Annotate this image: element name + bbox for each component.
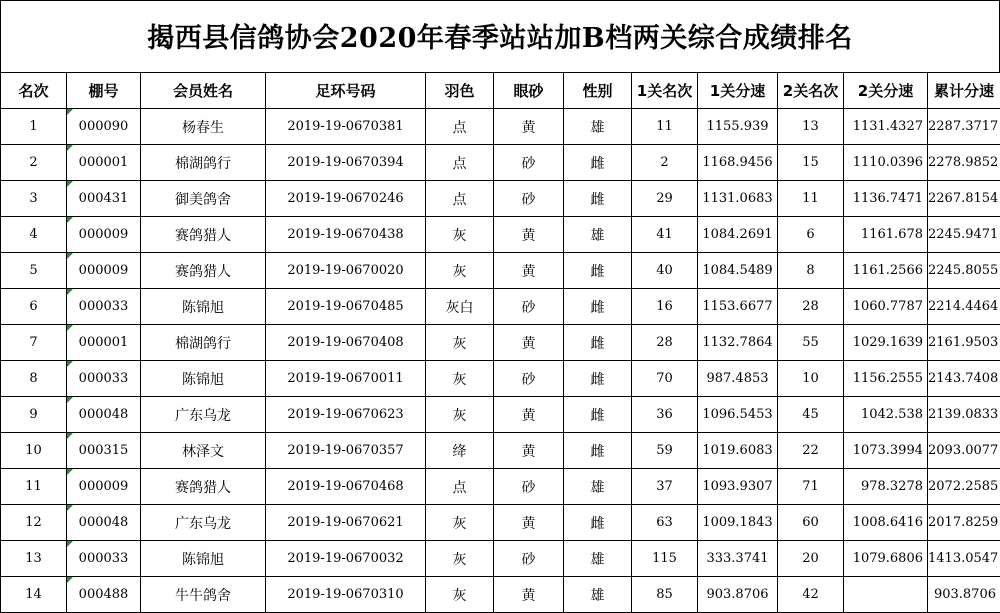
cell-stage2-speed: 1136.7471 xyxy=(844,181,928,217)
cell-eye-sand: 黄 xyxy=(494,505,564,541)
cell-stage2-rank: 11 xyxy=(778,181,844,217)
cell-sex: 雌 xyxy=(564,253,632,289)
cell-member-name: 广东乌龙 xyxy=(141,505,266,541)
cell-feather-color: 灰 xyxy=(426,361,494,397)
cell-stage1-rank: 59 xyxy=(632,433,698,469)
cell-feather-color: 点 xyxy=(426,109,494,145)
cell-total-speed: 2017.8259 xyxy=(928,505,1000,541)
cell-total-speed: 2287.3717 xyxy=(928,109,1000,145)
cell-eye-sand: 砂 xyxy=(494,181,564,217)
table-row xyxy=(1,145,1000,181)
cell-eye-sand: 黄 xyxy=(494,325,564,361)
header-total-speed: 累计分速 xyxy=(928,73,1000,109)
cell-total-speed: 2245.8055 xyxy=(928,253,1000,289)
cell-member-name: 陈锦旭 xyxy=(141,541,266,577)
cell-sex: 雌 xyxy=(564,145,632,181)
cell-stage1-speed: 987.4853 xyxy=(698,361,778,397)
cell-stage1-speed: 1019.6083 xyxy=(698,433,778,469)
cell-member-name: 棉湖鸽行 xyxy=(141,325,266,361)
cell-loft-id: 000048 xyxy=(67,505,141,541)
cell-stage2-rank: 10 xyxy=(778,361,844,397)
cell-eye-sand: 砂 xyxy=(494,289,564,325)
cell-feather-color: 灰 xyxy=(426,325,494,361)
cell-member-name: 杨春生 xyxy=(141,109,266,145)
cell-sex: 雌 xyxy=(564,325,632,361)
cell-stage1-speed: 1096.5453 xyxy=(698,397,778,433)
cell-stage2-rank: 42 xyxy=(778,577,844,613)
cell-total-speed: 2278.9852 xyxy=(928,145,1000,181)
cell-stage2-rank: 20 xyxy=(778,541,844,577)
cell-stage1-rank: 85 xyxy=(632,577,698,613)
cell-stage1-rank: 70 xyxy=(632,361,698,397)
cell-rank: 4 xyxy=(1,217,67,253)
cell-stage2-speed: 1110.0396 xyxy=(844,145,928,181)
cell-sex: 雄 xyxy=(564,109,632,145)
cell-rank: 11 xyxy=(1,469,67,505)
header-feather-color: 羽色 xyxy=(426,73,494,109)
cell-ring-number: 2019-19-0670357 xyxy=(266,433,426,469)
cell-rank: 3 xyxy=(1,181,67,217)
cell-stage2-rank: 45 xyxy=(778,397,844,433)
cell-stage2-rank: 8 xyxy=(778,253,844,289)
cell-feather-color: 灰 xyxy=(426,541,494,577)
header-stage1-speed: 1关分速 xyxy=(698,73,778,109)
cell-rank: 5 xyxy=(1,253,67,289)
cell-rank: 10 xyxy=(1,433,67,469)
cell-ring-number: 2019-19-0670020 xyxy=(266,253,426,289)
table-row xyxy=(1,469,1000,505)
cell-loft-id: 000033 xyxy=(67,361,141,397)
cell-eye-sand: 黄 xyxy=(494,253,564,289)
cell-ring-number: 2019-19-0670438 xyxy=(266,217,426,253)
table-row xyxy=(1,541,1000,577)
cell-eye-sand: 黄 xyxy=(494,577,564,613)
cell-feather-color: 灰 xyxy=(426,397,494,433)
header-stage2-rank: 2关名次 xyxy=(778,73,844,109)
cell-stage1-speed: 333.3741 xyxy=(698,541,778,577)
cell-stage1-speed: 1084.5489 xyxy=(698,253,778,289)
cell-loft-id: 000315 xyxy=(67,433,141,469)
cell-eye-sand: 砂 xyxy=(494,145,564,181)
header-rank: 名次 xyxy=(1,73,67,109)
cell-stage1-rank: 36 xyxy=(632,397,698,433)
cell-stage2-speed: 1156.2555 xyxy=(844,361,928,397)
cell-feather-color: 点 xyxy=(426,181,494,217)
cell-loft-id: 000048 xyxy=(67,397,141,433)
cell-stage1-rank: 28 xyxy=(632,325,698,361)
cell-rank: 13 xyxy=(1,541,67,577)
cell-feather-color: 灰白 xyxy=(426,289,494,325)
cell-eye-sand: 砂 xyxy=(494,361,564,397)
header-row xyxy=(1,73,1000,109)
cell-member-name: 牛牛鸽舍 xyxy=(141,577,266,613)
cell-total-speed: 2161.9503 xyxy=(928,325,1000,361)
cell-loft-id: 000009 xyxy=(67,253,141,289)
header-eye-sand: 眼砂 xyxy=(494,73,564,109)
table-row xyxy=(1,505,1000,541)
cell-ring-number: 2019-19-0670623 xyxy=(266,397,426,433)
cell-sex: 雄 xyxy=(564,541,632,577)
cell-eye-sand: 黄 xyxy=(494,217,564,253)
cell-sex: 雄 xyxy=(564,577,632,613)
cell-sex: 雌 xyxy=(564,397,632,433)
cell-ring-number: 2019-19-0670485 xyxy=(266,289,426,325)
cell-eye-sand: 黄 xyxy=(494,397,564,433)
cell-total-speed: 903.8706 xyxy=(928,577,1000,613)
cell-stage2-speed: 1008.6416 xyxy=(844,505,928,541)
cell-stage2-rank: 60 xyxy=(778,505,844,541)
sheet-title: 揭西县信鸽协会2020年春季站站加B档两关综合成绩排名 xyxy=(0,0,1000,72)
cell-ring-number: 2019-19-0670394 xyxy=(266,145,426,181)
header-stage1-rank: 1关名次 xyxy=(632,73,698,109)
cell-stage2-speed: 1060.7787 xyxy=(844,289,928,325)
cell-loft-id: 000001 xyxy=(67,145,141,181)
cell-sex: 雄 xyxy=(564,469,632,505)
cell-loft-id: 000001 xyxy=(67,325,141,361)
cell-stage1-rank: 115 xyxy=(632,541,698,577)
ranking-table xyxy=(0,72,1000,613)
cell-feather-color: 灰 xyxy=(426,577,494,613)
cell-ring-number: 2019-19-0670032 xyxy=(266,541,426,577)
cell-total-speed: 2139.0833 xyxy=(928,397,1000,433)
cell-loft-id: 000488 xyxy=(67,577,141,613)
cell-member-name: 棉湖鸽行 xyxy=(141,145,266,181)
cell-stage1-rank: 40 xyxy=(632,253,698,289)
cell-stage2-speed: 978.3278 xyxy=(844,469,928,505)
cell-stage1-speed: 903.8706 xyxy=(698,577,778,613)
cell-sex: 雌 xyxy=(564,289,632,325)
cell-loft-id: 000033 xyxy=(67,289,141,325)
cell-stage1-speed: 1132.7864 xyxy=(698,325,778,361)
cell-stage2-rank: 15 xyxy=(778,145,844,181)
cell-stage2-speed xyxy=(844,577,928,613)
cell-loft-id: 000033 xyxy=(67,541,141,577)
cell-eye-sand: 黄 xyxy=(494,109,564,145)
table-row xyxy=(1,361,1000,397)
cell-rank: 12 xyxy=(1,505,67,541)
cell-stage2-speed: 1131.4327 xyxy=(844,109,928,145)
cell-member-name: 广东乌龙 xyxy=(141,397,266,433)
cell-stage1-rank: 11 xyxy=(632,109,698,145)
cell-stage1-rank: 63 xyxy=(632,505,698,541)
cell-stage1-speed: 1131.0683 xyxy=(698,181,778,217)
cell-loft-id: 000090 xyxy=(67,109,141,145)
table-row xyxy=(1,253,1000,289)
cell-sex: 雌 xyxy=(564,505,632,541)
cell-stage2-speed: 1079.6806 xyxy=(844,541,928,577)
cell-sex: 雄 xyxy=(564,217,632,253)
cell-stage1-rank: 2 xyxy=(632,145,698,181)
cell-loft-id: 000431 xyxy=(67,181,141,217)
cell-rank: 7 xyxy=(1,325,67,361)
cell-total-speed: 2214.4464 xyxy=(928,289,1000,325)
table-row xyxy=(1,325,1000,361)
table-body xyxy=(1,109,1000,613)
cell-sex: 雌 xyxy=(564,361,632,397)
cell-total-speed: 2143.7408 xyxy=(928,361,1000,397)
table-row xyxy=(1,217,1000,253)
table-row xyxy=(1,289,1000,325)
cell-stage1-speed: 1155.939 xyxy=(698,109,778,145)
table-row xyxy=(1,577,1000,613)
cell-stage1-speed: 1093.9307 xyxy=(698,469,778,505)
cell-sex: 雌 xyxy=(564,433,632,469)
cell-member-name: 御美鸽舍 xyxy=(141,181,266,217)
cell-rank: 1 xyxy=(1,109,67,145)
cell-feather-color: 绛 xyxy=(426,433,494,469)
cell-feather-color: 灰 xyxy=(426,505,494,541)
cell-feather-color: 灰 xyxy=(426,217,494,253)
cell-loft-id: 000009 xyxy=(67,469,141,505)
cell-stage1-rank: 37 xyxy=(632,469,698,505)
cell-stage1-speed: 1153.6677 xyxy=(698,289,778,325)
cell-stage2-rank: 6 xyxy=(778,217,844,253)
cell-total-speed: 2072.2585 xyxy=(928,469,1000,505)
cell-total-speed: 2267.8154 xyxy=(928,181,1000,217)
cell-member-name: 赛鸽猎人 xyxy=(141,469,266,505)
cell-stage2-rank: 28 xyxy=(778,289,844,325)
cell-ring-number: 2019-19-0670011 xyxy=(266,361,426,397)
cell-stage1-rank: 41 xyxy=(632,217,698,253)
cell-rank: 9 xyxy=(1,397,67,433)
cell-stage1-rank: 16 xyxy=(632,289,698,325)
cell-rank: 2 xyxy=(1,145,67,181)
cell-rank: 8 xyxy=(1,361,67,397)
cell-sex: 雌 xyxy=(564,181,632,217)
header-ring-number: 足环号码 xyxy=(266,73,426,109)
cell-rank: 14 xyxy=(1,577,67,613)
cell-stage2-speed: 1161.678 xyxy=(844,217,928,253)
cell-loft-id: 000009 xyxy=(67,217,141,253)
header-sex: 性别 xyxy=(564,73,632,109)
header-member-name: 会员姓名 xyxy=(141,73,266,109)
cell-stage2-rank: 71 xyxy=(778,469,844,505)
cell-feather-color: 点 xyxy=(426,145,494,181)
table-row xyxy=(1,181,1000,217)
cell-rank: 6 xyxy=(1,289,67,325)
cell-total-speed: 1413.0547 xyxy=(928,541,1000,577)
cell-total-speed: 2245.9471 xyxy=(928,217,1000,253)
cell-eye-sand: 砂 xyxy=(494,541,564,577)
cell-feather-color: 点 xyxy=(426,469,494,505)
cell-ring-number: 2019-19-0670310 xyxy=(266,577,426,613)
cell-stage2-speed: 1073.3994 xyxy=(844,433,928,469)
table-row xyxy=(1,433,1000,469)
cell-ring-number: 2019-19-0670246 xyxy=(266,181,426,217)
cell-stage1-speed: 1168.9456 xyxy=(698,145,778,181)
cell-stage1-speed: 1009.1843 xyxy=(698,505,778,541)
cell-stage2-speed: 1042.538 xyxy=(844,397,928,433)
cell-ring-number: 2019-19-0670468 xyxy=(266,469,426,505)
header-stage2-speed: 2关分速 xyxy=(844,73,928,109)
cell-stage2-speed: 1029.1639 xyxy=(844,325,928,361)
table-row xyxy=(1,397,1000,433)
cell-eye-sand: 砂 xyxy=(494,469,564,505)
cell-eye-sand: 黄 xyxy=(494,433,564,469)
cell-member-name: 赛鸽猎人 xyxy=(141,253,266,289)
cell-feather-color: 灰 xyxy=(426,253,494,289)
cell-member-name: 陈锦旭 xyxy=(141,289,266,325)
cell-total-speed: 2093.0077 xyxy=(928,433,1000,469)
cell-ring-number: 2019-19-0670408 xyxy=(266,325,426,361)
cell-stage1-rank: 29 xyxy=(632,181,698,217)
header-loft-id: 棚号 xyxy=(67,73,141,109)
cell-stage2-rank: 22 xyxy=(778,433,844,469)
cell-stage2-rank: 55 xyxy=(778,325,844,361)
cell-member-name: 赛鸽猎人 xyxy=(141,217,266,253)
cell-stage2-rank: 13 xyxy=(778,109,844,145)
cell-member-name: 陈锦旭 xyxy=(141,361,266,397)
cell-ring-number: 2019-19-0670381 xyxy=(266,109,426,145)
cell-ring-number: 2019-19-0670621 xyxy=(266,505,426,541)
cell-stage1-speed: 1084.2691 xyxy=(698,217,778,253)
cell-member-name: 林泽文 xyxy=(141,433,266,469)
cell-stage2-speed: 1161.2566 xyxy=(844,253,928,289)
table-row xyxy=(1,109,1000,145)
